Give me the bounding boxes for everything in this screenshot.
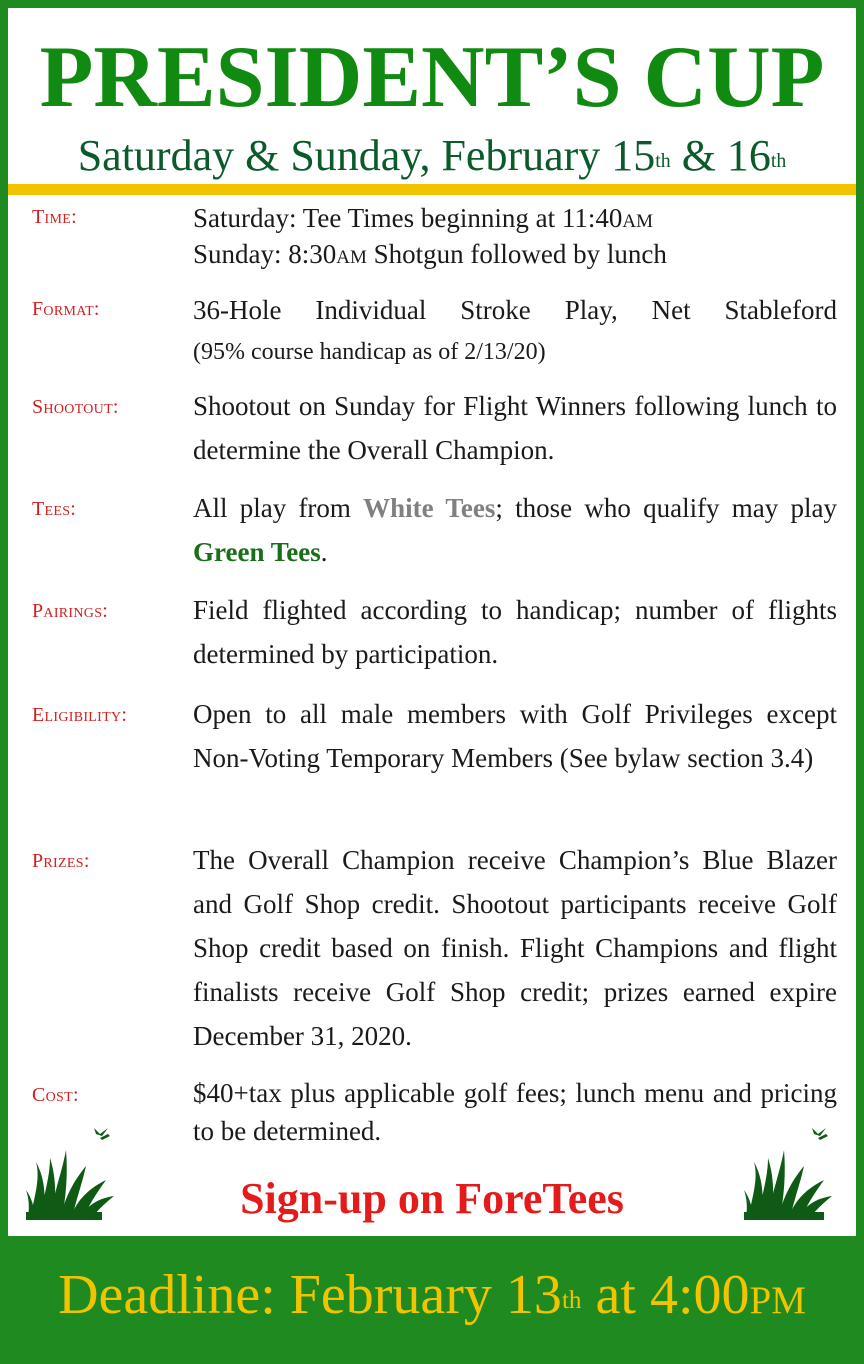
deadline-banner — [8, 1236, 856, 1356]
date-sup-2: th — [770, 149, 787, 172]
tees-pre: All play from — [193, 493, 364, 523]
time-sun-text: Sunday: 8:30 — [193, 239, 337, 269]
format-text — [193, 288, 837, 372]
white-tees-text: White Tees — [363, 493, 496, 523]
cost-text: $40+tax plus applicable golf fees; lunch menu and pricing to be determined. — [193, 1078, 837, 1146]
format-line-1: 36-Hole Individual Stroke Play, Net Stableford — [193, 295, 837, 325]
time-text — [193, 200, 837, 272]
format-line-2: (95% course handicap as of 2/13/20) — [193, 339, 546, 365]
green-tees-text: Green Tees — [193, 537, 321, 567]
date-sup-1: th — [655, 149, 671, 172]
deadline-pre: Deadline: February 13 — [58, 1264, 562, 1326]
deadline-text — [8, 1260, 856, 1330]
tees-text — [193, 486, 837, 574]
pairings-label: Pairings: — [32, 600, 109, 622]
event-title: PRESIDENT’S CUP — [39, 29, 825, 126]
deadline-sup: th — [561, 1287, 582, 1315]
format-label: Format: — [32, 298, 100, 320]
time-label: Time: — [32, 206, 77, 228]
time-sun-ampm: am — [336, 239, 367, 269]
date-part-1: Saturday & Sunday, February 15 — [77, 131, 656, 180]
shootout-label: Shootout: — [32, 396, 119, 418]
pairings-text: Field flighted according to handicap; number of flights determined by participation. — [193, 595, 837, 669]
eligibility-label: Eligibility: — [32, 704, 128, 726]
time-sat-ampm: am — [622, 203, 653, 233]
time-sun-post: Shotgun followed by lunch — [366, 239, 667, 269]
deadline-mid: at 4:00 — [581, 1264, 750, 1326]
signup-call-to-action: Sign-up on ForeTees — [240, 1174, 624, 1223]
prizes-text: The Overall Champion receive Champion’s Blue Blazer and Golf Shop credit. Shootout participants receive Golf Shop credit based on finish. Flight Champions and flight finalists receive Golf Shop credit; prizes earned expire December 31, 2020. — [193, 845, 837, 1051]
deadline-ampm: pm — [749, 1264, 806, 1326]
prizes-label: Prizes: — [32, 850, 90, 872]
time-line-sunday — [193, 236, 837, 272]
time-sat-text: Saturday: Tee Times beginning at 11:40 — [193, 203, 623, 233]
cost-label: Cost: — [32, 1084, 79, 1106]
tees-post: . — [320, 537, 328, 567]
time-line-saturday — [193, 200, 837, 236]
date-part-2: & 16 — [670, 131, 771, 180]
shootout-text: Shootout on Sunday for Flight Winners following lunch to determine the Overall Champion. — [193, 391, 837, 465]
event-date-line — [16, 126, 848, 186]
gold-divider — [8, 184, 856, 195]
tees-label: Tees: — [32, 498, 77, 520]
tees-mid: ; those who qualify may play — [495, 493, 837, 523]
eligibility-text: Open to all male members with Golf Privileges except Non-Voting Temporary Members (See bylaw section 3.4) — [193, 699, 837, 773]
